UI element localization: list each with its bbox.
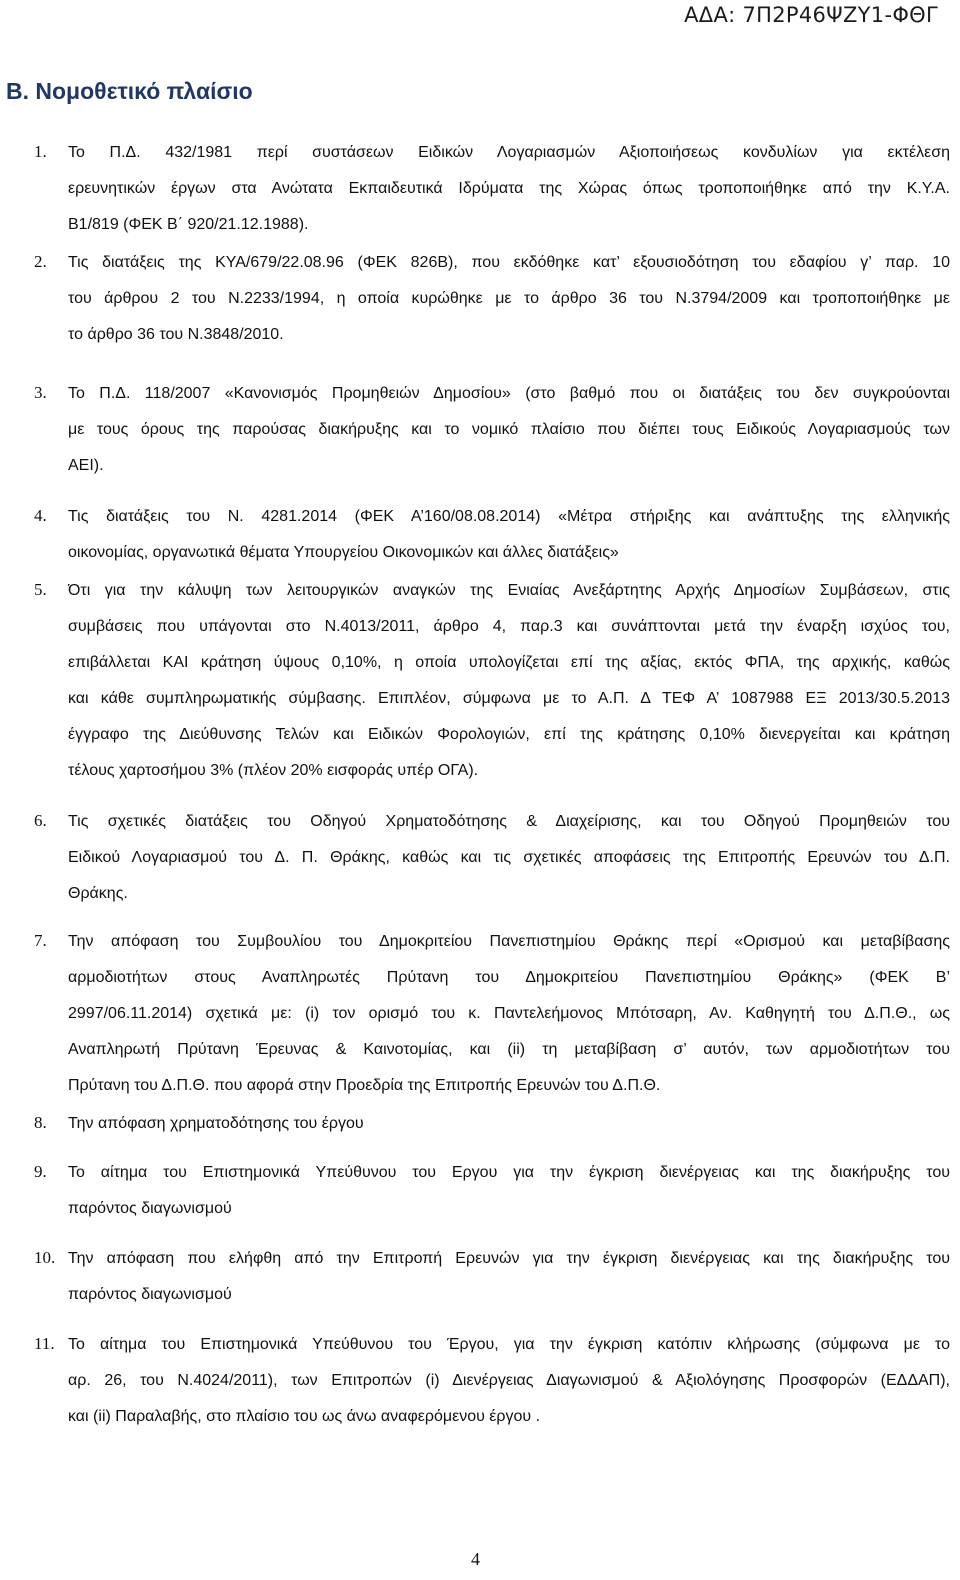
item-line: και (ii) Παραλαβής, στο πλαίσιο του ως άνω αναφερόμενου έργου . (68, 1408, 541, 1425)
item-line: Ότι για την κάλυψη των λειτουργικών αναγκών της Ενιαίας Ανεξάρτητης Αρχής Δημοσίων Συμβάσεων, στις (68, 582, 950, 599)
item-line: ΑΕΙ). (68, 457, 104, 474)
item-line: Θράκης. (68, 885, 128, 902)
item-line: Το Π.Δ. 118/2007 «Κανονισμός Προμηθειών Δημοσίου» (στο βαθμό που οι διατάξεις του δεν συγκρούονται (68, 385, 950, 402)
item-line: Την απόφαση που ελήφθη από την Επιτροπή Ερευνών για την έγκριση διενέργειας και της διακήρυξης του (68, 1250, 950, 1267)
item-line: αρ. 26, του Ν.4024/2011), των Επιτροπών (i) Διενέργειας Διαγωνισμού & Αξιολόγησης Προσφορών (ΕΔΔΑΠ), (68, 1372, 950, 1389)
item-line: οικονομίας, οργανωτικά θέματα Υπουργείου Οικονομικών και άλλες διατάξεις» (68, 544, 619, 561)
item-line: Το αίτημα του Επιστημονικά Υπεύθυνου του Έργου, για την έγκριση κατόπιν κλήρωσης (σύμφωνα με το (68, 1336, 950, 1353)
item-line: Την απόφαση χρηματοδότησης του έργου (68, 1115, 364, 1132)
item-line: και κάθε συμπληρωματικής σύμβασης. Επιπλέον, σύμφωνα με το Α.Π. Δ ΤΕΦ Α’ 1087988 ΕΞ 2013/30.5.2013 (68, 690, 950, 707)
item-line: τέλους χαρτοσήμου 3% (πλέον 20% εισφοράς υπέρ ΟΓΑ). (68, 762, 479, 779)
item-number: 9. (34, 1162, 47, 1181)
item-number: 8. (34, 1113, 47, 1132)
item-line: Β1/819 (ΦΕΚ Β΄ 920/21.12.1988). (68, 216, 309, 233)
item-line: Τις διατάξεις της ΚΥΑ/679/22.08.96 (ΦΕΚ 826Β), που εκδόθηκε κατ’ εξουσιοδότηση του εδαφίου γ’ παρ. 10 (68, 254, 950, 271)
item-number: 3. (34, 383, 47, 402)
item-number: 6. (34, 811, 47, 830)
item-line: παρόντος διαγωνισμού (68, 1200, 232, 1217)
item-line: συμβάσεις που υπάγονται στο Ν.4013/2011, άρθρο 4, παρ.3 και συνάπτονται μετά την έναρξη ισχύος του, (68, 618, 950, 635)
item-number: 4. (34, 506, 47, 525)
item-line: ερευνητικών έργων στα Ανώτατα Εκπαιδευτικά Ιδρύματα της Χώρας όπως τροποποιήθηκε από την Κ.Υ.Α. (68, 180, 950, 197)
item-number: 1. (34, 142, 47, 161)
item-line: Αναπληρωτή Πρύτανη Έρευνας & Καινοτομίας, και (ii) τη μεταβίβαση σ’ αυτόν, των αρμοδιοτήτων του (68, 1041, 950, 1058)
item-line: Ειδικού Λογαριασμού του Δ. Π. Θράκης, καθώς και τις σχετικές αποφάσεις της Επιτροπής Ερευνών του Δ.Π. (68, 849, 950, 866)
item-line: Τις σχετικές διατάξεις του Οδηγού Χρηματοδότησης & Διαχείρισης, και του Οδηγού Προμηθειών του (68, 813, 950, 830)
item-line: έγγραφο της Διεύθυνσης Τελών και Ειδικών Φορολογιών, επί της κράτησης 0,10% διενεργείται και κράτηση (68, 726, 950, 743)
item-line: Τις διατάξεις του Ν. 4281.2014 (ΦΕΚ Α’160/08.08.2014) «Μέτρα στήριξης και ανάπτυξης της ελληνικής (68, 508, 950, 525)
item-line: παρόντος διαγωνισμού (68, 1286, 232, 1303)
item-line: επιβάλλεται ΚΑΙ κράτηση ύψους 0,10%, η οποία υπολογίζεται επί της αξίας, εκτός ΦΠΑ, της αρχικής, καθώς (68, 654, 950, 671)
item-number: 2. (34, 252, 47, 271)
document-code: ΑΔΑ: 7Π2Ρ46ΨΖΥ1-ΦΘΓ (684, 3, 938, 27)
section-title: Β. Νομοθετικό πλαίσιο (6, 78, 253, 104)
item-line: του άρθρου 2 του Ν.2233/1994, η οποία κυρώθηκε με το άρθρο 36 του Ν.3794/2009 και τροποποιήθηκε με (68, 290, 950, 307)
item-line: με τους όρους της παρούσας διακήρυξης και το νομικό πλαίσιο που διέπει τους Ειδικούς Λογαριασμούς των (68, 421, 950, 438)
item-number: 5. (34, 580, 47, 599)
item-line: Την απόφαση του Συμβουλίου του Δημοκριτείου Πανεπιστημίου Θράκης περί «Ορισμού και μεταβίβασης (68, 933, 950, 950)
page-number: 4 (471, 1549, 480, 1569)
item-line: Το αίτημα του Επιστημονικά Υπεύθυνου του Εργου για την έγκριση διενέργειας και της διακήρυξης του (68, 1164, 950, 1181)
item-number: 10. (34, 1248, 56, 1267)
item-line: 2997/06.11.2014) σχετικά με: (i) τον ορισμό του κ. Παντελεήμονος Μπότσαρη, Αν. Καθηγητή του Δ.Π.Θ., ως (68, 1005, 950, 1022)
item-line: Πρύτανη του Δ.Π.Θ. που αφορά στην Προεδρία της Επιτροπής Ερευνών του Δ.Π.Θ. (68, 1077, 661, 1094)
item-number: 11. (34, 1334, 55, 1353)
item-number: 7. (34, 931, 47, 950)
item-line: αρμοδιοτήτων στους Αναπληρωτές Πρύτανη του Δημοκριτείου Πανεπιστημίου Θράκης» (ΦΕΚ Β’ (68, 969, 950, 986)
item-line: το άρθρο 36 του Ν.3848/2010. (68, 326, 284, 343)
item-line: Το Π.Δ. 432/1981 περί συστάσεων Ειδικών Λογαριασμών Αξιοποιήσεως κονδυλίων για εκτέλεση (68, 144, 950, 161)
